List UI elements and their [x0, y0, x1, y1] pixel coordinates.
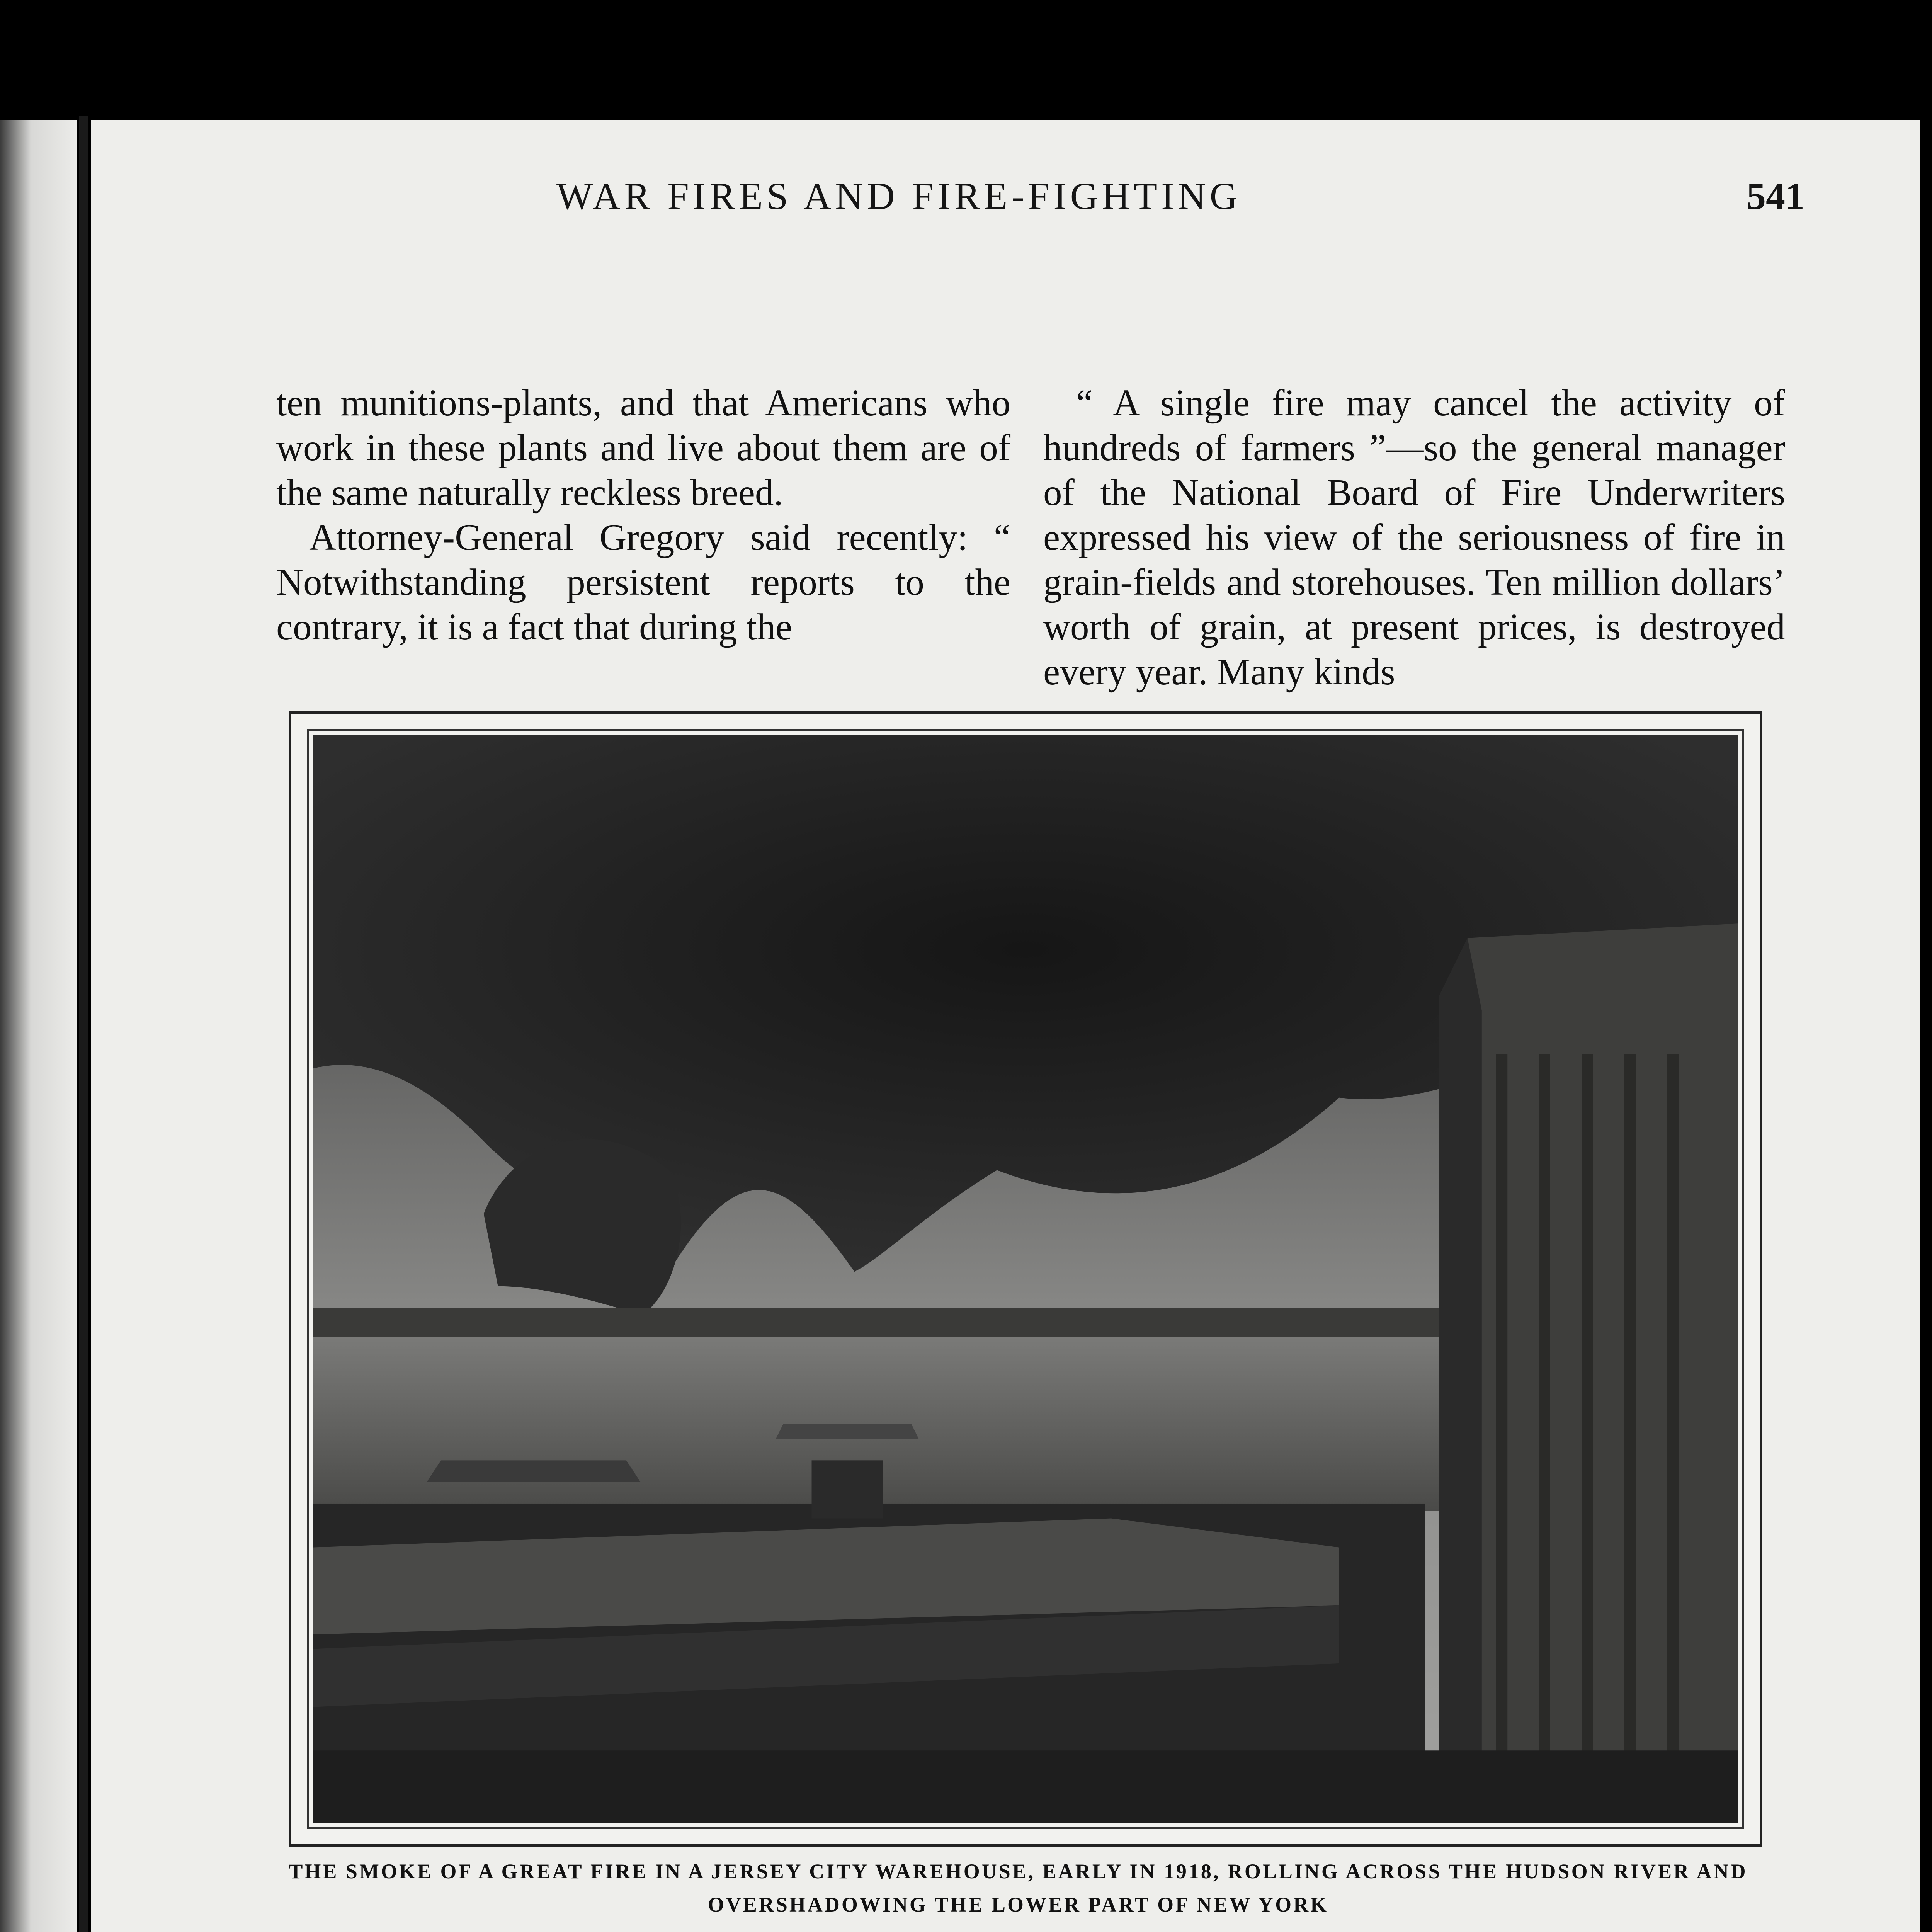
facing-page-edge: [0, 120, 77, 1932]
book-gutter: [79, 116, 88, 1932]
running-head: [556, 174, 1804, 243]
paragraph: Attorney-General Gregory said recently: “ Notwithstanding persistent reports to the contrary, it is a fact that during the: [276, 517, 1010, 648]
figure-inner-border: [307, 729, 1744, 1829]
top-right-column: [1043, 381, 1785, 694]
paragraph: ten munitions-plants, and that Americans who work in these plants and live about them are of the same naturally reckless breed.: [276, 382, 1010, 513]
figure-caption: THE SMOKE OF A GREAT FIRE IN A JERSEY CITY WAREHOUSE, EARLY IN 1918, ROLLING ACROSS THE HUDSON RIVER AND OVERSHADOWING THE LOWER PART OF NEW YORK: [289, 1860, 1748, 1916]
page-number: 541: [1747, 175, 1804, 218]
figure-frame: [289, 711, 1762, 1847]
paragraph: “ A single fire may cancel the activity of hundreds of farmers ”—so the general manager of the National Board of Fire Underwriters expressed his view of the seriousness of fire in grain-fields and storehouses. Ten million dollars’ worth of grain, at present prices, is destroyed every year. Many kinds: [1043, 382, 1785, 692]
top-left-column: [276, 381, 1010, 650]
photograph: [313, 735, 1738, 1823]
smoke-over-river-photo: [313, 735, 1738, 1823]
running-title: WAR FIRES AND FIRE-FIGHTING: [556, 175, 1242, 218]
